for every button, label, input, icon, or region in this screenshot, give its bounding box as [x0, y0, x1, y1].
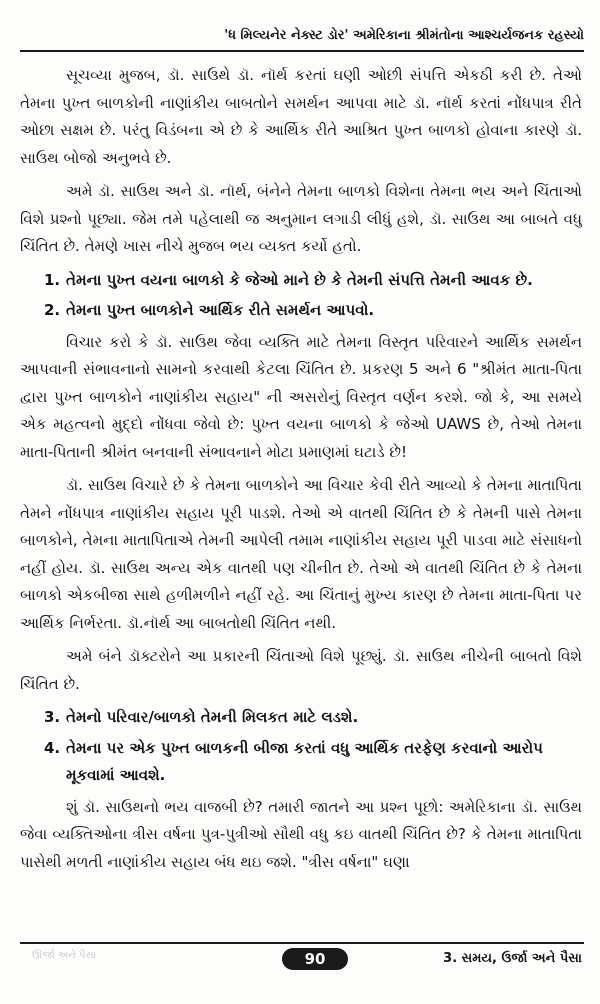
chapter-label: 3. સમય, ઉર્જા અને પૈસા: [443, 951, 582, 966]
list-item-number: 1.: [44, 270, 61, 289]
list-item: [20, 267, 582, 295]
paragraph-6: શું ડૉ. સાઉથનો ભય વાજબી છે? તમારી જાતને આ પ્રશ્ન પૂછો: અમેરિકાના ડૉ. સાઉથ જેવા વ્યક્તિઓના ત્રીસ વર્ષના પુત્ર-પુત્રીઓ સૌથી વધુ કઇ વાતથી ચિંતિત છે? કે તેમના માતાપિતા પાસેથી મળતી નાણાંકીય સહાય બંધ થઇ જશે. "ત્રીસ વર્ષના" ઘણા: [20, 797, 582, 871]
list-item: [20, 735, 582, 790]
list-item-text: તેમના પર એક પુખ્ત બાળકની બીજા કરતાં વધુ આર્થિક તરફેણ કરવાનો આરોપ મૂકવામાં આવશે.: [66, 738, 543, 784]
page-number-badge: 90: [282, 948, 348, 970]
page-body: [20, 62, 582, 938]
fear-list-1: [20, 267, 582, 325]
paragraph-3: વિચાર કરો કે ડૉ. સાઉથ જેવા વ્યક્તિ માટે તેમના વિસ્તૃત પરિવારને આર્થિક સમર્થન આપવાની સંભાવનાનો સામનો કરવાથી કેટલા ચિંતિત છે. પ્રકરણ 5 અને 6 "શ્રીમંત માતા-પિતા દ્વારા પુખ્ત બાળકોને નાણાંકીય સહાય" ની અસરોનું વિસ્તૃત વર્ણન કરશે. જો કે, આ સમયે એક મહત્વનો મુદ્દો નોંધવા જેવો છે: પુખ્ત વયના બાળકો કે જેઓ UAWS છે, તેઓ તેમના માતા-પિતાની શ્રીમંત બનવાની સંભાવનાને મોટા પ્રમાણમાં ઘટાડે છે!: [20, 332, 582, 461]
list-item-text: તેમના પુખ્ત બાળકોને આર્થિક રીતે સમર્થન આપવો.: [66, 301, 375, 319]
list-item-text: તેમના પુખ્ત વયના બાળકો કે જેઓ માને છે કે તેમની સંપત્તિ તેમની આવક છે.: [66, 270, 533, 289]
running-title: 'ધ મિલ્યનેર નેક્સ્ટ ડોર' અમેરિકાના શ્રીમંતોના આશ્ચર્યજનક રહસ્યો: [224, 28, 584, 43]
fear-list-2: [20, 704, 582, 790]
list-item-text: તેમનો પરિવાર/બાળકો તેમની મિલકત માટે લડશે.: [66, 708, 359, 726]
paragraph-1: સૂચવ્યા મુજબ, ડૉ. સાઉથે ડૉ. નૉર્થ કરતાં ઘણી ઓછી સંપત્તિ એકઠી કરી છે. તેઓ તેમના પુખ્ત બાળકોની નાણાંકીય બાબતોને સમર્થન આપવા માટે ડૉ. નૉર્થ કરતાં નોંધપાત્ર રીતે ઓછા સક્ષમ છે. પરંતુ વિડંબના એ છે કે આર્થિક રીતે આશ્રિત પુખ્ત બાળકો હોવાના કારણે ડૉ. સાઉથ બોજો અનુભવે છે.: [20, 66, 582, 167]
paragraph-5: અમે બંને ડૉક્ટરોને આ પ્રકારની ચિંતાઓ વિશે પૂછ્યું. ડૉ. સાઉથ નીચેની બાબતો વિશે ચિંતિત છે.: [20, 647, 582, 693]
page-footer: [20, 942, 584, 972]
list-item-number: 2.: [44, 301, 61, 319]
list-item-number: 4.: [44, 738, 61, 757]
faint-footer-text: ઊર્જા અને પૈસા: [32, 950, 97, 961]
paragraph-4: ડૉ. સાઉથ વિચારે છે કે તેમના બાળકોને આ વિચાર કેવી રીતે આવ્યો કે તેમના માતાપિતા તેમને નોંધપાત્ર નાણાંકીય સહાય પૂરી પાડશે. તેઓ એ વાતથી ચિંતિત છે કે તેમની પાસે તેમના બાળકોને, તેમના માતાપિતાએ તેમની આપેલી તમામ નાણાંકીય સહાય પૂરી પાડવા માટે સંસાધનો નહીં હોય. ડૉ. સાઉથ અન્ય એક વાતથી પણ ચીનીત છે. તેઓ એ વાતથી ચિંતિત છે કે તેમના બાળકો એકબીજા સાથે હળીમળીને નહીં રહે. આ ચિંતાનું મુખ્ય કારણ છે તેમના માતા-પિતા પર આર્થિક નિર્ભરતા. ડૉ.નૉર્થ આ બાબતોથી ચિંતિત નથી.: [20, 476, 582, 632]
list-item: [20, 297, 582, 325]
list-item: [20, 704, 582, 732]
running-header: [20, 22, 584, 52]
paragraph-2: અમે ડૉ. સાઉથ અને ડૉ. નૉર્થ, બંનેને તેમના બાળકો વિશેના તેમના ભય અને ચિંતાઓ વિશે પ્રશ્નો પૂછ્યા. જેમ તમે પહેલાથી જ અનુમાન લગાડી લીધું હશે, ડૉ. સાઉથ આ બાબતે વધુ ચિંતિત છે. તેમણે ખાસ નીચે મુજબ ભય વ્યક્ત કર્યો હતો.: [20, 182, 582, 255]
list-item-number: 3.: [44, 708, 61, 726]
